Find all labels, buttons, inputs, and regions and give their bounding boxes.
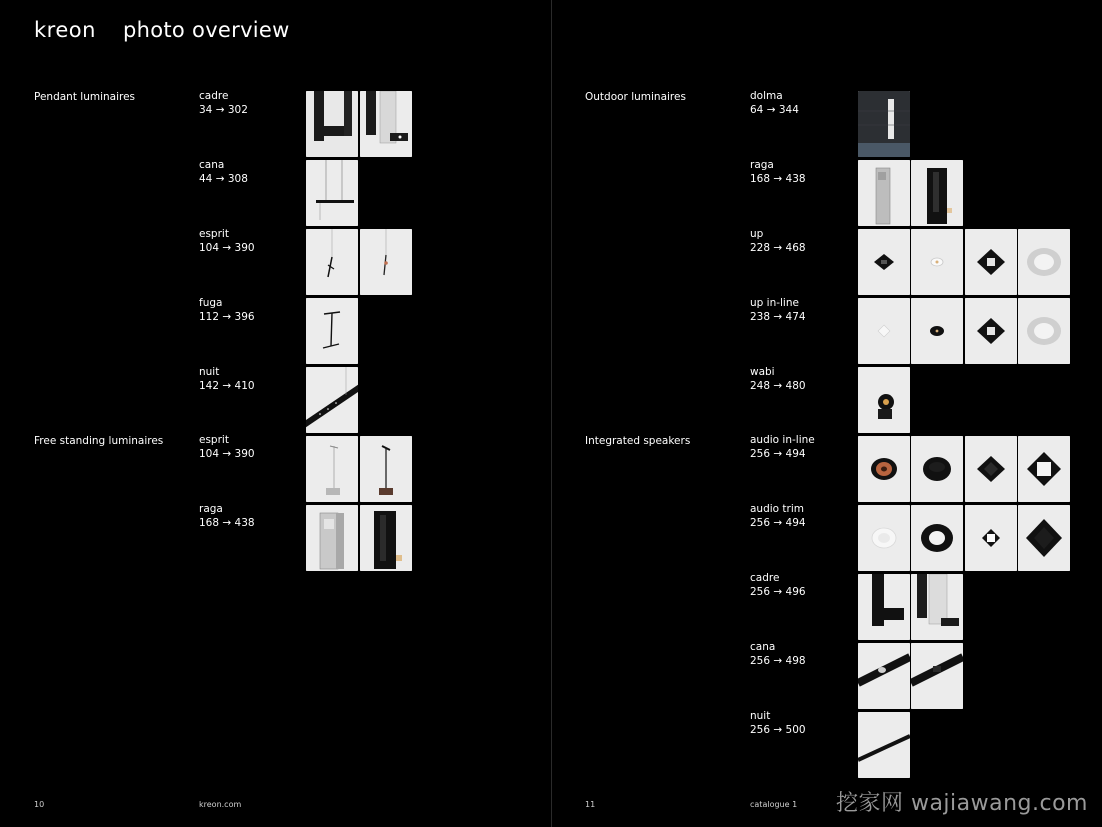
list-item[interactable] <box>750 228 806 255</box>
list-item[interactable] <box>750 297 806 324</box>
item-name: esprit <box>199 434 229 446</box>
item-pages: 112 → 396 <box>199 310 255 323</box>
item-name: raga <box>750 159 774 171</box>
product-thumbnail[interactable] <box>1018 505 1070 571</box>
product-thumbnail[interactable] <box>306 367 358 433</box>
page-number-left: 10 <box>34 800 45 809</box>
product-thumbnail[interactable] <box>858 367 910 433</box>
product-thumbnail[interactable] <box>306 229 358 295</box>
product-thumbnail[interactable] <box>858 298 910 364</box>
product-thumbnail[interactable] <box>911 298 963 364</box>
item-name: audio in-line <box>750 434 815 446</box>
item-pages: 256 → 496 <box>750 585 806 598</box>
list-item[interactable] <box>199 90 248 117</box>
section-label-free-standing: Free standing luminaires <box>34 435 164 447</box>
item-pages: 256 → 500 <box>750 723 806 736</box>
product-thumbnail[interactable] <box>911 160 963 226</box>
list-item[interactable] <box>750 572 806 599</box>
product-thumbnail[interactable] <box>858 229 910 295</box>
footer-site[interactable]: kreon.com <box>199 800 242 809</box>
list-item[interactable] <box>750 710 806 737</box>
item-pages: 64 → 344 <box>750 103 799 116</box>
page-divider <box>551 0 552 827</box>
list-item[interactable] <box>750 641 806 668</box>
list-item[interactable] <box>750 90 799 117</box>
product-thumbnail[interactable] <box>965 436 1017 502</box>
product-thumbnail[interactable] <box>911 505 963 571</box>
list-item[interactable] <box>199 228 255 255</box>
item-pages: 238 → 474 <box>750 310 806 323</box>
product-thumbnail[interactable] <box>911 643 963 709</box>
brand-logo: kreon <box>34 18 96 42</box>
product-thumbnail[interactable] <box>911 436 963 502</box>
product-thumbnail[interactable] <box>360 505 412 571</box>
product-thumbnail[interactable] <box>965 298 1017 364</box>
item-pages: 256 → 498 <box>750 654 806 667</box>
product-thumbnail[interactable] <box>858 160 910 226</box>
product-thumbnail[interactable] <box>306 505 358 571</box>
item-name: fuga <box>199 297 223 309</box>
product-thumbnail[interactable] <box>360 229 412 295</box>
list-item[interactable] <box>750 434 815 461</box>
list-item[interactable] <box>199 366 255 393</box>
product-thumbnail[interactable] <box>306 436 358 502</box>
item-pages: 44 → 308 <box>199 172 248 185</box>
product-thumbnail[interactable] <box>1018 298 1070 364</box>
page-title: photo overview <box>123 18 290 42</box>
product-thumbnail[interactable] <box>858 91 910 157</box>
list-item[interactable] <box>199 297 255 324</box>
section-label-outdoor: Outdoor luminaires <box>585 91 686 103</box>
list-item[interactable] <box>750 159 806 186</box>
item-name: nuit <box>199 366 220 378</box>
item-name: up <box>750 228 764 240</box>
item-pages: 256 → 494 <box>750 516 806 529</box>
watermark: 挖家网 wajiawang.com <box>835 791 1088 816</box>
product-thumbnail[interactable] <box>306 298 358 364</box>
item-pages: 228 → 468 <box>750 241 806 254</box>
product-thumbnail[interactable] <box>858 436 910 502</box>
item-name: audio trim <box>750 503 805 515</box>
product-thumbnail[interactable] <box>1018 229 1070 295</box>
list-item[interactable] <box>750 366 806 393</box>
item-name: nuit <box>750 710 771 722</box>
item-pages: 168 → 438 <box>199 516 255 529</box>
item-name: up in-line <box>750 297 799 309</box>
footer-catalogue: catalogue 1 <box>750 800 798 809</box>
product-thumbnail[interactable] <box>965 229 1017 295</box>
product-thumbnail[interactable] <box>858 505 910 571</box>
item-pages: 168 → 438 <box>750 172 806 185</box>
product-thumbnail[interactable] <box>306 160 358 226</box>
list-item[interactable] <box>199 159 248 186</box>
product-thumbnail[interactable] <box>360 436 412 502</box>
product-thumbnail[interactable] <box>858 574 910 640</box>
list-item[interactable] <box>199 434 255 461</box>
item-pages: 104 → 390 <box>199 241 255 254</box>
product-thumbnail[interactable] <box>1018 436 1070 502</box>
item-pages: 104 → 390 <box>199 447 255 460</box>
product-thumbnail[interactable] <box>858 712 910 778</box>
item-pages: 34 → 302 <box>199 103 248 116</box>
section-label-speakers: Integrated speakers <box>585 435 691 447</box>
item-name: esprit <box>199 228 229 240</box>
item-name: raga <box>199 503 223 515</box>
product-thumbnail[interactable] <box>911 229 963 295</box>
item-name: cadre <box>199 90 229 102</box>
item-pages: 248 → 480 <box>750 379 806 392</box>
product-thumbnail[interactable] <box>858 643 910 709</box>
item-pages: 256 → 494 <box>750 447 806 460</box>
section-label-pendant: Pendant luminaires <box>34 91 136 103</box>
item-pages: 142 → 410 <box>199 379 255 392</box>
list-item[interactable] <box>750 503 806 530</box>
item-name: dolma <box>750 90 783 102</box>
item-name: cana <box>750 641 776 653</box>
product-thumbnail[interactable] <box>306 91 358 157</box>
item-name: cana <box>199 159 225 171</box>
item-name: wabi <box>750 366 775 378</box>
product-thumbnail[interactable] <box>911 574 963 640</box>
product-thumbnail[interactable] <box>965 505 1017 571</box>
list-item[interactable] <box>199 503 255 530</box>
page-number-right: 11 <box>585 800 596 809</box>
product-thumbnail[interactable] <box>360 91 412 157</box>
item-name: cadre <box>750 572 780 584</box>
